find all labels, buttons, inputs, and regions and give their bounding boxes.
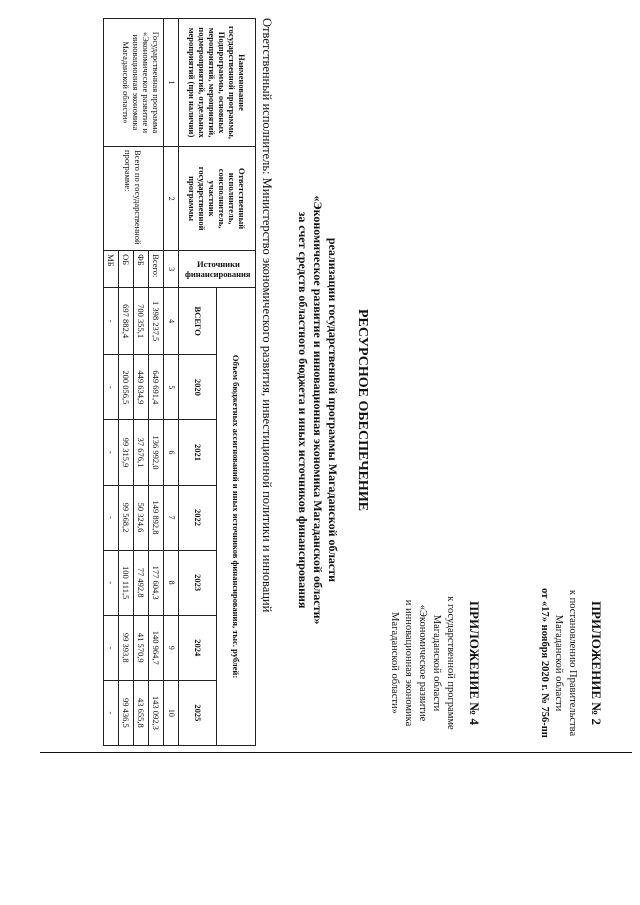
value-cell: 37 676,1 xyxy=(134,420,149,485)
table-row xyxy=(149,19,164,746)
source-cell: ОБ xyxy=(119,251,134,288)
value-cell: 177 604,3 xyxy=(149,550,164,615)
document-title: РЕСУРСНОЕ ОБЕСПЕЧЕНИЕ xyxy=(355,308,370,512)
appendix-4-line: и инновационная экономика xyxy=(403,599,414,727)
value-cell: - xyxy=(104,355,119,420)
col-number: 9 xyxy=(164,615,179,680)
value-cell: 697 882,4 xyxy=(119,288,134,355)
header-name: Наименование государственной программы, Подпрограммы, основных мероприятий, мероприятий, подмероприятий, отдельных мероприятий (при наличии) xyxy=(179,19,256,147)
page-bottom-rule xyxy=(40,752,632,753)
col-number: 8 xyxy=(164,550,179,615)
value-cell: 143 092,3 xyxy=(149,680,164,745)
col-number: 5 xyxy=(164,355,179,420)
appendix-4-line: к государственной программе xyxy=(445,596,456,730)
col-number: 1 xyxy=(164,19,179,147)
value-cell: 1 398 237,5 xyxy=(149,288,164,355)
document-titles xyxy=(295,160,370,660)
col-number: 4 xyxy=(164,288,179,355)
header-source xyxy=(179,251,256,288)
value-cell: 99 568,2 xyxy=(119,485,134,550)
appendix-4-line: «Экономическое развитие xyxy=(417,604,428,722)
col-number: 7 xyxy=(164,485,179,550)
program-executor: Всего по государственной программе: xyxy=(104,147,164,251)
value-cell: - xyxy=(104,615,119,680)
value-cell: - xyxy=(104,680,119,745)
header-source-label: Источники финансирования xyxy=(185,259,251,280)
header-executor: Ответственный исполнитель, соисполнитель, участник государственной программы xyxy=(179,147,256,251)
value-cell: - xyxy=(104,420,119,485)
value-cell: 649 691,4 xyxy=(149,355,164,420)
value-cell: - xyxy=(104,288,119,355)
value-cell: 41 570,9 xyxy=(134,615,149,680)
source-cell: ФБ xyxy=(134,251,149,288)
value-cell: 200 056,5 xyxy=(119,355,134,420)
appendix-2-line: к постановлению Правительства xyxy=(567,589,578,737)
value-cell: 99 393,8 xyxy=(119,615,134,680)
appendix-4-block xyxy=(387,588,482,738)
header-year: 2022 xyxy=(179,485,218,550)
value-cell: 43 655,8 xyxy=(134,680,149,745)
header-year: ВСЕГО xyxy=(179,288,218,355)
rotated-page xyxy=(97,10,632,750)
value-cell: 449 634,9 xyxy=(134,355,149,420)
value-cell: 136 992,0 xyxy=(149,420,164,485)
document-subtitle-line: реализации государственной программы Магаданской области xyxy=(326,237,340,583)
col-number: 2 xyxy=(164,147,179,251)
appendix-2-line: Магаданской области xyxy=(553,614,564,712)
header-year: 2025 xyxy=(179,680,218,745)
value-cell: - xyxy=(104,550,119,615)
appendix-4-line: Магаданской области» xyxy=(389,612,400,714)
value-cell: 99 315,9 xyxy=(119,420,134,485)
header-year: 2020 xyxy=(179,355,218,420)
col-number: 3 xyxy=(164,251,179,288)
appendix-2-title: ПРИЛОЖЕНИЕ № 2 xyxy=(589,600,604,726)
value-cell: 700 355,1 xyxy=(134,288,149,355)
value-cell: 99 436,5 xyxy=(119,680,134,745)
value-cell: 140 964,7 xyxy=(149,615,164,680)
value-cell: 50 324,6 xyxy=(134,485,149,550)
document-subtitle-line: за счет средств областного бюджета и иных источников финансирования xyxy=(296,211,310,609)
source-cell: МБ xyxy=(104,251,119,288)
value-cell: 77 492,8 xyxy=(134,550,149,615)
header-volume: Объем бюджетных ассигнований и иных источников финансирования, тыс. рублей: xyxy=(217,288,256,746)
program-name: Государственная программа «Экономическое развитие и инновационная экономика Магаданской области» xyxy=(104,19,164,147)
appendix-4-title: ПРИЛОЖЕНИЕ № 4 xyxy=(467,600,482,726)
document-subtitle-line: «Экономическое развитие и инновационная экономика Магаданской области» xyxy=(311,195,325,625)
value-cell: - xyxy=(104,485,119,550)
column-numbers-row xyxy=(164,19,179,746)
appendix-2-block xyxy=(537,588,604,738)
header-year: 2023 xyxy=(179,550,218,615)
col-number: 6 xyxy=(164,420,179,485)
header-year: 2021 xyxy=(179,420,218,485)
appendix-2-date: от «17» ноября 2020 г. № 756-пп xyxy=(539,588,550,738)
appendix-4-line: Магаданской области xyxy=(431,614,442,712)
value-cell: 100 111,5 xyxy=(119,550,134,615)
resource-table xyxy=(103,18,256,746)
col-number: 10 xyxy=(164,680,179,745)
header-year: 2024 xyxy=(179,615,218,680)
responsible-executor: Ответственный исполнитель: Министерство экономического развития, инвестиционной политики и инноваций xyxy=(260,18,274,613)
value-cell: 149 892,8 xyxy=(149,485,164,550)
source-cell: Всего: xyxy=(149,251,164,288)
